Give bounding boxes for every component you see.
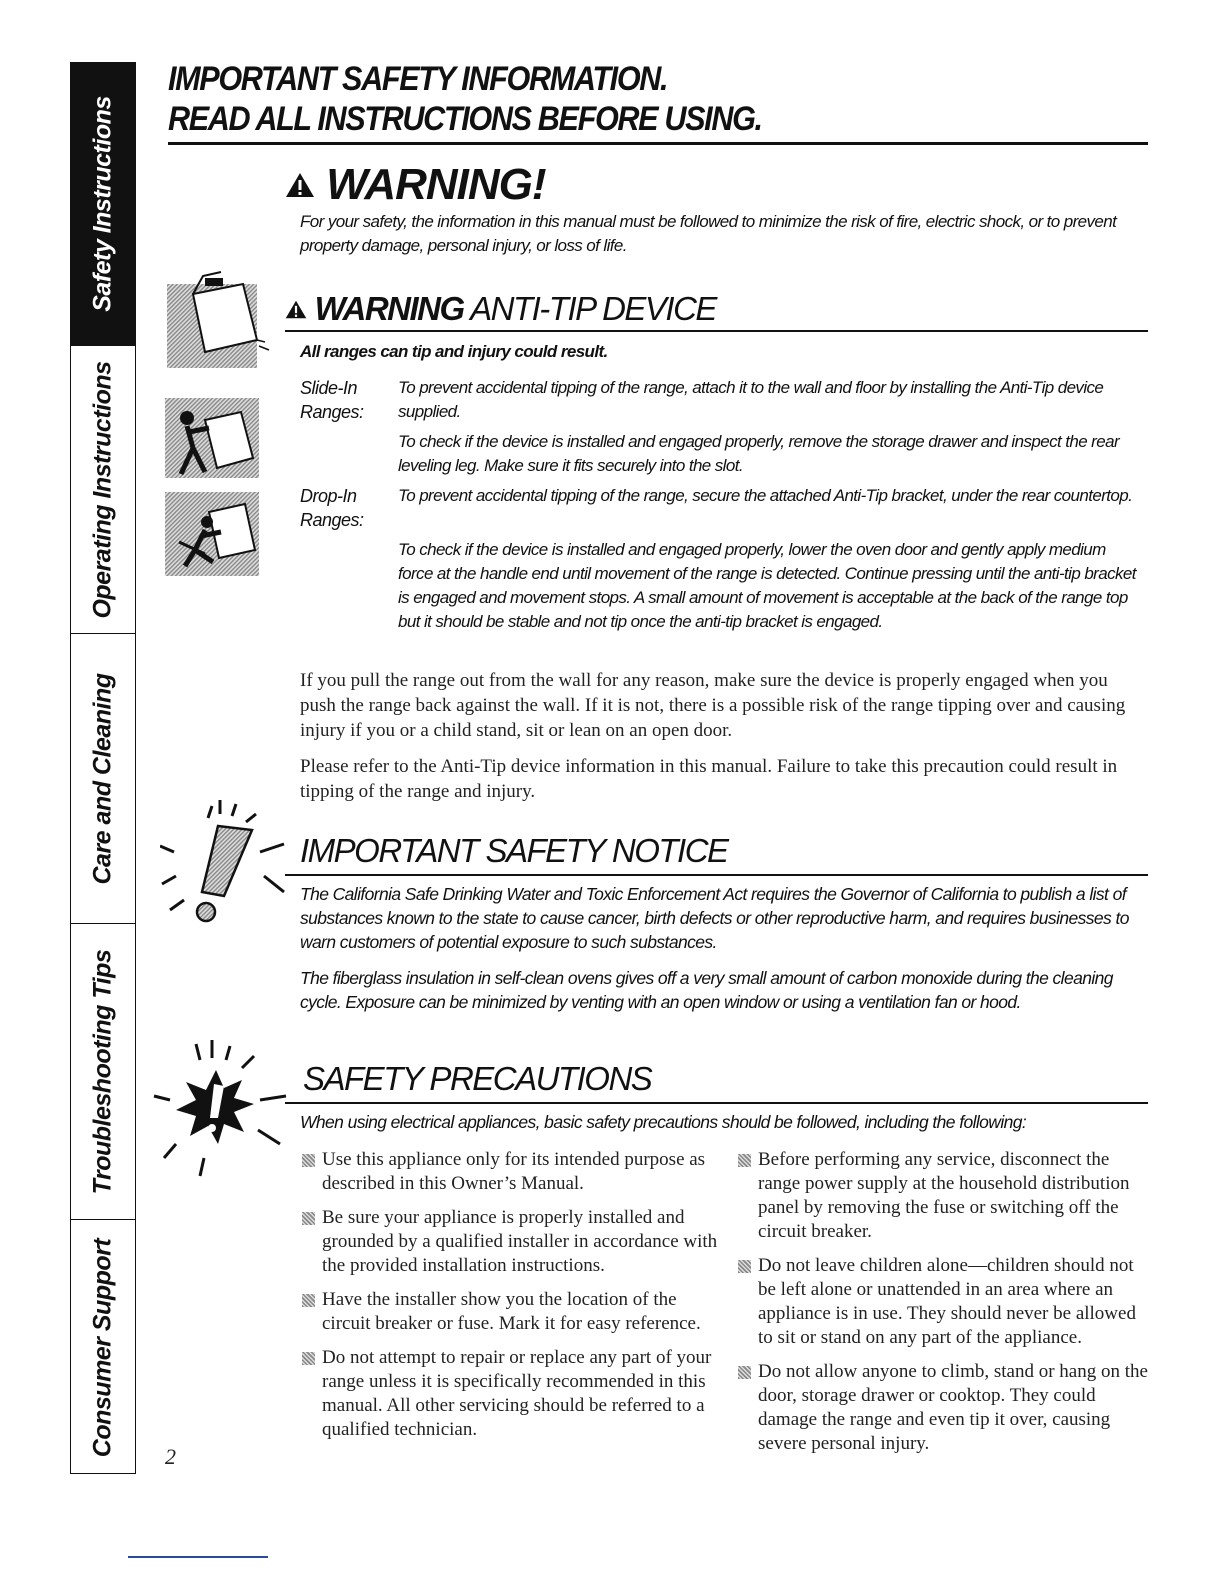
- title-divider: [168, 142, 1148, 145]
- safety-notice-text-2: The fiberglass insulation in self-clean ovens gives off a very small amount of carbon monoxide during the cleaning cycle. Exposure can be minimized by venting with an open window or using a ventilation fan or hood.: [300, 968, 1113, 1012]
- list-item: Do not attempt to repair or replace any part of your range unless it is specifically recommended in this manual. All other servicing should be referred to a qualified technician.: [300, 1346, 720, 1442]
- anti-tip-heading-bold: WARNING: [314, 290, 464, 327]
- drop-in-label: [300, 484, 364, 532]
- slide-in-label-line-1: Slide-In: [300, 378, 358, 398]
- exclamation-burst-illustration-icon: [160, 800, 285, 935]
- tab-label: Safety Instructions: [88, 96, 117, 312]
- warning-title: WARNING!: [326, 160, 546, 209]
- drop-in-text-2: To check if the device is installed and engaged properly, lower the oven door and gently apply medium force at the handle end until movement of the range is detected. Continue pressing until the anti-tip bracket is engaged and movement stops. A small amount of movement is acceptable at the back of the range top but it should be stable and not tip once the anti-tip bracket is engaged.: [398, 540, 1136, 631]
- page-title-line-1: IMPORTANT SAFETY INFORMATION.: [168, 60, 668, 98]
- range-tipping-illustration-icon: [165, 270, 275, 370]
- tab-consumer-support[interactable]: [71, 1219, 135, 1475]
- warning-heading: [285, 160, 546, 210]
- precautions-list-left: [300, 1148, 720, 1452]
- slide-in-text-2: To check if the device is installed and engaged properly, remove the storage drawer and inspect the rear leveling leg. Make sure it fits securely into the slot.: [398, 432, 1120, 475]
- precautions-list-right: [736, 1148, 1148, 1466]
- side-tab-column: [70, 62, 136, 1474]
- anti-tip-paragraph-2: Please refer to the Anti-Tip device information in this manual. Failure to take this precaution could result in tipping of the range and injury.: [300, 756, 1118, 802]
- anti-tip-lead: All ranges can tip and injury could result.: [300, 342, 608, 361]
- tab-operating-instructions[interactable]: [71, 345, 135, 633]
- safety-notice-text-1: The California Safe Drinking Water and Toxic Enforcement Act requires the Governor of California to publish a list of substances known to the state to cause cancer, birth defects or other reproductive harm, and requires businesses to warn customers of potential exposure to such substances.: [300, 884, 1129, 952]
- child-climbing-door-illustration-icon: [165, 398, 260, 478]
- list-item: Before performing any service, disconnect the range power supply at the household distribution panel by removing the fuse or switching off the circuit breaker.: [736, 1148, 1148, 1244]
- tab-label: Care and Cleaning: [88, 673, 117, 884]
- list-item: Do not allow anyone to climb, stand or hang on the door, storage drawer or cooktop. They could damage the range and even tip it over, causing severe personal injury.: [736, 1360, 1148, 1456]
- tab-safety-instructions[interactable]: [71, 63, 135, 345]
- safety-notice-heading: IMPORTANT SAFETY NOTICE: [300, 832, 728, 869]
- slide-in-text-1: To prevent accidental tipping of the range, attach it to the wall and floor by installing the Anti-Tip device supplied.: [398, 378, 1104, 421]
- tab-troubleshooting-tips[interactable]: [71, 923, 135, 1219]
- drop-in-label-line-1: Drop-In: [300, 486, 357, 506]
- list-item: Use this appliance only for its intended purpose as described in this Owner’s Manual.: [300, 1148, 720, 1196]
- anti-tip-heading-light: ANTI-TIP DEVICE: [470, 290, 716, 327]
- list-item: Be sure your appliance is properly installed and grounded by a qualified installer in accordance with the provided installation instructions.: [300, 1206, 720, 1278]
- tab-label: Operating Instructions: [88, 360, 117, 619]
- safety-notice-divider: [285, 874, 1148, 876]
- warning-triangle-icon: [285, 299, 307, 320]
- list-item: Have the installer show you the location of the circuit breaker or fuse. Mark it for easy reference.: [300, 1288, 720, 1336]
- slide-in-label-line-2: Ranges:: [300, 402, 364, 422]
- safety-precautions-lead: When using electrical appliances, basic safety precautions should be followed, including the following:: [300, 1112, 1027, 1132]
- page-title-line-2: READ ALL INSTRUCTIONS BEFORE USING.: [168, 100, 762, 138]
- drop-in-label-line-2: Ranges:: [300, 510, 364, 530]
- drop-in-text-1: To prevent accidental tipping of the range, secure the attached Anti-Tip bracket, under the rear countertop.: [398, 486, 1133, 505]
- anti-tip-paragraph-1: If you pull the range out from the wall for any reason, make sure the device is properly engaged when you push the range back against the wall. If it is not, there is a possible risk of the range tipping over and causing injury if you or a child stand, sit or lean on an open door.: [300, 670, 1126, 741]
- page-number: 2: [165, 1444, 176, 1469]
- footer-rule: [128, 1556, 268, 1558]
- child-on-open-door-illustration-icon: [165, 492, 260, 577]
- list-item: Do not leave children alone—children should not be left alone or unattended in an area where an appliance is in use. They should never be allowed to sit or stand on any part of the appliance.: [736, 1254, 1148, 1350]
- slide-in-label: [300, 376, 364, 424]
- warning-text: For your safety, the information in this manual must be followed to minimize the risk of fire, electric shock, or to prevent property damage, personal injury, or loss of life.: [300, 212, 1117, 255]
- starburst-exclamation-illustration-icon: [150, 1040, 290, 1180]
- safety-precautions-heading: SAFETY PRECAUTIONS: [303, 1060, 652, 1097]
- tab-care-and-cleaning[interactable]: [71, 633, 135, 923]
- anti-tip-heading: [285, 290, 716, 328]
- safety-precautions-divider: [285, 1102, 1148, 1104]
- warning-triangle-icon: [285, 171, 315, 199]
- tab-label: Troubleshooting Tips: [88, 949, 117, 1194]
- anti-tip-divider: [285, 330, 1148, 332]
- tab-label: Consumer Support: [88, 1238, 117, 1457]
